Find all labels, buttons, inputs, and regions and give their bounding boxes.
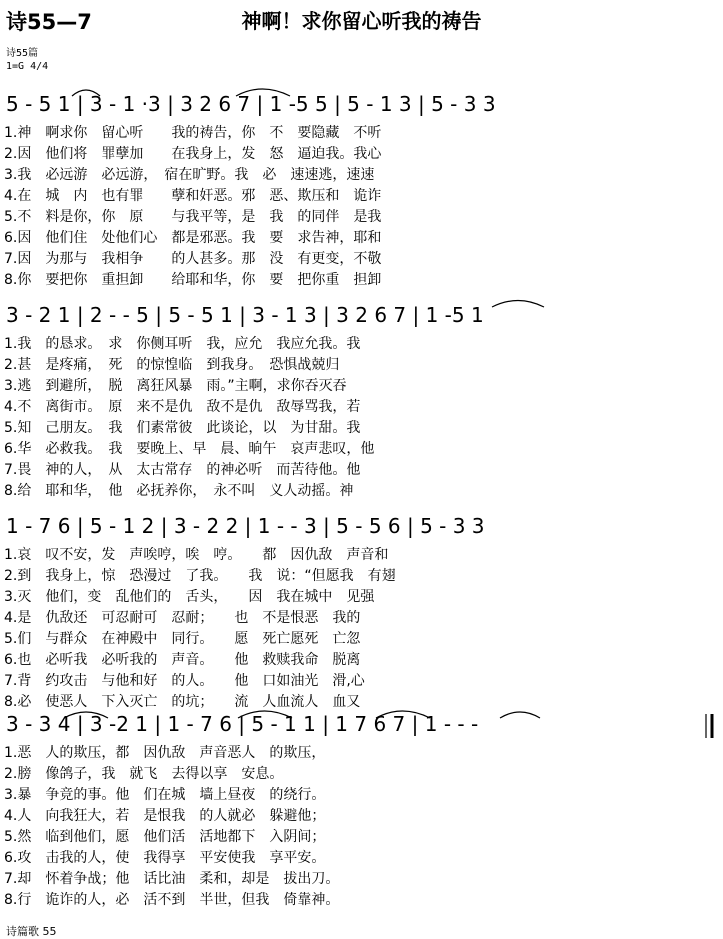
footer-label: 诗篇歌 55 bbox=[6, 925, 57, 938]
lyric-line: 1.哀 叹不安，发 声唉哼，唉 哼。 都 因仇敌 声音和 bbox=[4, 547, 389, 563]
lyric-line: 7.背 约攻击 与他和好 的人。 他 口如油光 滑,心 bbox=[4, 673, 365, 689]
lyric-line: 8.必 使恶人 下入灭亡 的坑； 流 人血流人 血又 bbox=[4, 694, 361, 710]
notation-line-3: 1 - 7 6 | 5 - 1 2 | 3 - 2 2 | 1 - - 3 | 5 - 5 6 | 5 - 3 3 bbox=[6, 514, 485, 538]
lyric-line: 3.逃 到避所， 脱 离狂风暴 雨。”主啊，求你吞灭吞 bbox=[4, 378, 347, 394]
notation-line-4: 3 - 3 4 | 3 -2 1 | 1 - 7 6 | 5 - 1 1 | 1 7 6 7 | 1 - - - bbox=[6, 712, 479, 736]
lyric-line: 4.人 向我狂大，若 是恨我 的人就必 躲避他； bbox=[4, 808, 326, 824]
lyric-line: 5.们 与群众 在神殿中 同行。 愿 死亡愿死 亡忽 bbox=[4, 631, 361, 647]
lyric-line: 7.却 怀着争战；他 话比油 柔和，却是 拔出刀。 bbox=[4, 871, 340, 887]
lyric-line: 6.因 他们住 处他们心 都是邪恶。我 要 求告神，耶和 bbox=[4, 230, 382, 246]
lyric-line: 7.因 为那与 我相争 的人甚多。那 没 有更变，不敬 bbox=[4, 251, 382, 267]
song-key: 1=G 4/4 bbox=[6, 61, 49, 72]
lyric-line: 1.恶 人的欺压，都 因仇敌 声音恶人 的欺压， bbox=[4, 745, 326, 761]
slur-mark bbox=[236, 89, 290, 96]
slur-mark bbox=[376, 711, 430, 718]
song-title: 神啊！求你留心听我的祷告 bbox=[241, 9, 482, 33]
slur-mark bbox=[64, 712, 108, 718]
lyric-line: 8.行 诡诈的人，必 活不到 半世，但我 倚靠神。 bbox=[4, 892, 340, 908]
lyric-line: 4.不 离街市。 原 来不是仇 敌不是仇 敌辱骂我，若 bbox=[4, 399, 361, 415]
slur-mark bbox=[500, 712, 540, 718]
lyric-line: 5.然 临到他们，愿 他们活 活地都下 入阴间； bbox=[4, 829, 326, 845]
lyric-line: 4.是 仇敌还 可忍耐可 忍耐； 也 不是恨恶 我的 bbox=[4, 610, 361, 626]
lyric-line: 2.因 他们将 罪孽加 在我身上，发 怒 逼迫我。我心 bbox=[4, 146, 382, 162]
song-code: 诗55—7 bbox=[6, 10, 92, 34]
slur-mark bbox=[72, 90, 100, 96]
lyric-line: 8.给 耶和华， 他 必抚养你， 永不叫 义人动摇。神 bbox=[4, 483, 354, 499]
lyric-line: 1.神 啊求你 留心听 我的祷告，你 不 要隐藏 不听 bbox=[4, 125, 382, 141]
lyric-line: 8.你 要把你 重担卸 给耶和华，你 要 把你重 担卸 bbox=[4, 272, 382, 288]
lyric-line: 5.知 己朋友。 我 们素常彼 此谈论，以 为甘甜。我 bbox=[4, 420, 361, 436]
lyric-line: 2.到 我身上，惊 恐漫过 了我。 我 说：“但愿我 有翅 bbox=[4, 568, 396, 584]
lyric-line: 4.在 城 内 也有罪 孽和奸恶。邪 恶、欺压和 诡诈 bbox=[4, 188, 382, 204]
slur-mark bbox=[492, 301, 544, 308]
slur-mark bbox=[238, 711, 292, 718]
lyric-line: 6.攻 击我的人，使 我得享 平安使我 享平安。 bbox=[4, 850, 326, 866]
notation-line-2: 3 - 2 1 | 2 - - 5 | 5 - 5 1 | 3 - 1 3 | 3 2 6 7 | 1 -5 1 bbox=[6, 303, 484, 327]
lyric-line: 3.我 必远游 必远游， 宿在旷野。我 必 速速逃，速速 bbox=[4, 167, 375, 183]
lyric-line: 5.不 料是你，你 原 与我平等，是 我 的同伴 是我 bbox=[4, 209, 382, 225]
song-source: 诗55篇 bbox=[6, 48, 39, 59]
lyric-line: 7.畏 神的人， 从 太古常存 的神必听 而苦待他。他 bbox=[4, 462, 361, 478]
lyric-line: 6.也 必听我 必听我的 声音。 他 救赎我命 脱离 bbox=[4, 652, 361, 668]
lyric-line: 6.华 必救我。 我 要晚上、早 晨、晌午 哀声悲叹，他 bbox=[4, 441, 375, 457]
lyric-line: 2.膀 像鸽子，我 就飞 去得以享 安息。 bbox=[4, 766, 284, 782]
lyric-line: 3.暴 争竞的事。他 们在城 墙上昼夜 的绕行。 bbox=[4, 787, 326, 803]
lyric-line: 2.甚 是疼痛， 死 的惊惶临 到我身。 恐惧战兢归 bbox=[4, 357, 340, 373]
lyric-line: 3.灭 他们，变 乱他们的 舌头， 因 我在城中 见强 bbox=[4, 589, 375, 605]
lyric-line: 1.我 的恳求。 求 你侧耳听 我，应允 我应允我。我 bbox=[4, 336, 361, 352]
notation-line-1: 5 - 5 1 | 3 - 1 ·3 | 3 2 6 7 | 1 -5 5 | 5 - 1 3 | 5 - 3 3 bbox=[6, 92, 496, 116]
